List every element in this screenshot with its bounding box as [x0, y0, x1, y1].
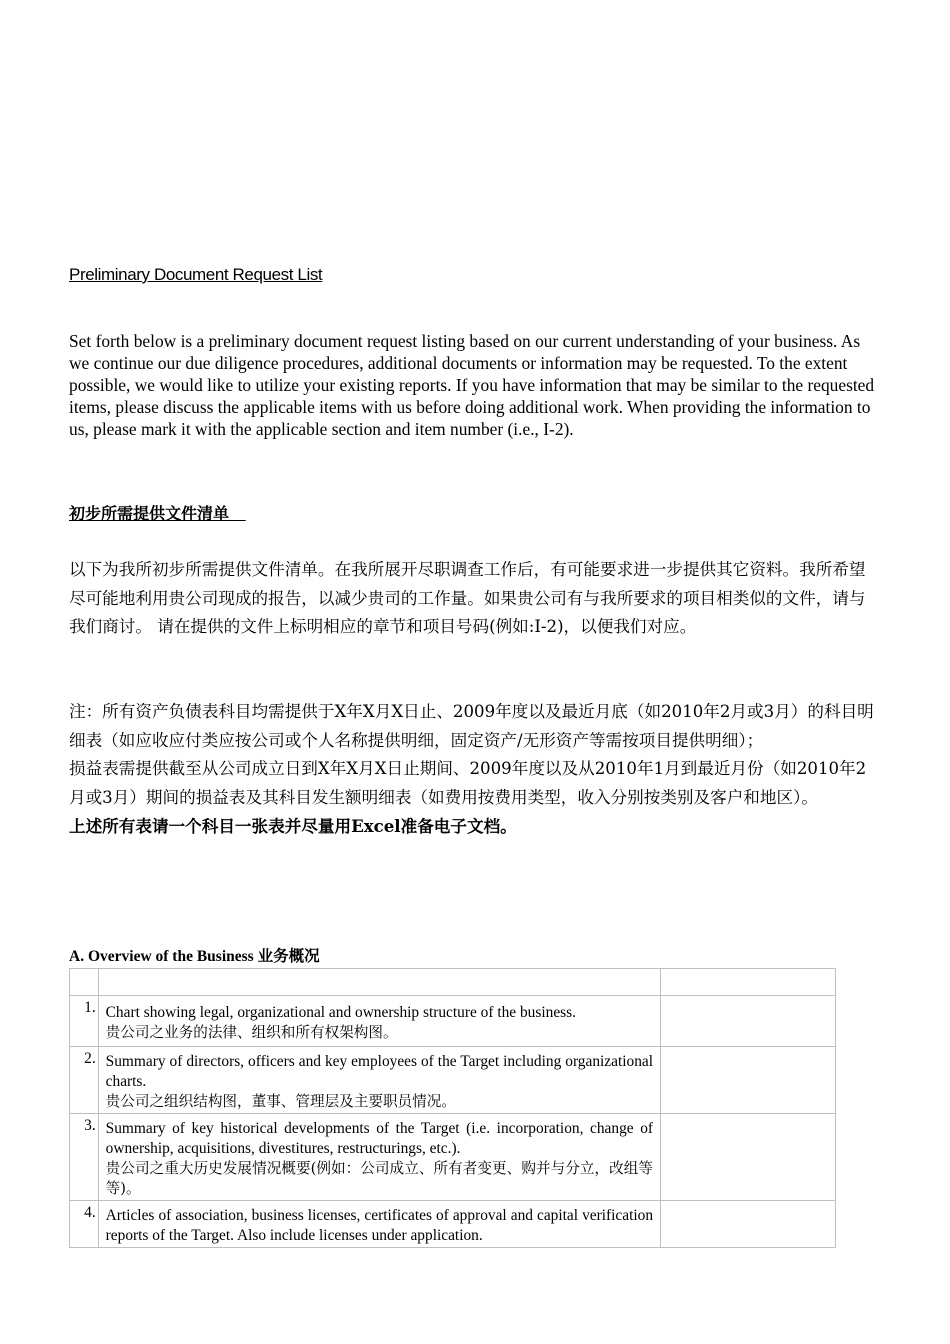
- intro-paragraph-cn: 以下为我所初步所需提供文件清单。在我所展开尽职调查工作后，有可能要求进一步提供其它资料。我所希望尽可能地利用贵公司现成的报告，以减少贵司的工作量。如果贵公司有与我所要求的项目相类似的文件，请与我们商讨。 请在提供的文件上标明相应的章节和项目号码(例如:I-2)，以便我们对应。: [69, 560, 866, 636]
- item-description-cn: 贵公司之组织结构图，董事、管理层及主要职员情况。: [105, 1093, 456, 1110]
- item-description-cn: 贵公司之业务的法律、组织和所有权架构图。: [105, 1024, 398, 1041]
- item-description-en: Chart showing legal, organizational and ownership structure of the business.: [105, 1004, 576, 1021]
- item-description: [98, 1047, 660, 1114]
- item-number: 1.: [70, 996, 99, 1047]
- table-row: [70, 996, 836, 1047]
- item-response-cell: [661, 1201, 836, 1248]
- intro-paragraph-en: Set forth below is a preliminary document request listing based on our current understanding of your business. As we continue our due diligence procedures, additional documents or information may be requested. To the extent possible, we would like to utilize your existing reports. If you have information that may be similar to the requested items, please discuss the applicable items with us before doing additional work. When providing the information to us, please mark it with the applicable section and item number (i.e., I-2).: [69, 331, 875, 439]
- item-description-en: Summary of directors, officers and key employees of the Target including organizational charts.: [105, 1053, 654, 1090]
- item-description-cn: 贵公司之重大历史发展情况概要(例如：公司成立、所有者变更、购并与分立，改组等等)。: [105, 1160, 654, 1197]
- item-number: 3.: [70, 1114, 99, 1201]
- note-block: [69, 698, 881, 841]
- header-cell-description: [98, 969, 660, 996]
- table-row: [70, 1114, 836, 1201]
- section-a-heading: A. Overview of the Business 业务概况: [69, 948, 320, 965]
- item-description: [98, 996, 660, 1047]
- table-header-row: [70, 969, 836, 996]
- item-response-cell: [661, 996, 836, 1047]
- request-table: [69, 968, 836, 1248]
- note-balance-sheet: 注：所有资产负债表科目均需提供于X年X月X日止、2009年度以及最近月底（如2010年2月或3月）的科目明细表（如应收应付类应按公司或个人名称提供明细，固定资产/无形资产等需按项目提供明细）；: [69, 702, 874, 750]
- document-title-en: Preliminary Document Request List: [69, 265, 323, 284]
- table-row: [70, 1047, 836, 1114]
- table-row: [70, 1201, 836, 1248]
- note-excel-instruction: 上述所有表请一个科目一张表并尽量用Excel准备电子文档。: [69, 816, 517, 836]
- item-description: [98, 1201, 660, 1248]
- header-cell-number: [70, 969, 99, 996]
- item-description: [98, 1114, 660, 1201]
- document-title-cn: 初步所需提供文件清单: [69, 504, 246, 523]
- item-number: 2.: [70, 1047, 99, 1114]
- item-number: 4.: [70, 1201, 99, 1248]
- item-response-cell: [661, 1047, 836, 1114]
- note-income-statement: 损益表需提供截至从公司成立日到X年X月X日止期间、2009年度以及从2010年1月到最近月份（如2010年2月或3月）期间的损益表及其科目发生额明细表（如费用按费用类型，收入分别按类别及客户和地区）。: [69, 759, 867, 807]
- item-description-en: Summary of key historical developments of the Target (i.e. incorporation, change of ownership, acquisitions, divestitures, restructurings, etc.).: [105, 1120, 654, 1157]
- item-description-en: Articles of association, business licenses, certificates of approval and capital verification reports of the Target. Also include licenses under application.: [105, 1207, 654, 1244]
- item-response-cell: [661, 1114, 836, 1201]
- header-cell-response: [661, 969, 836, 996]
